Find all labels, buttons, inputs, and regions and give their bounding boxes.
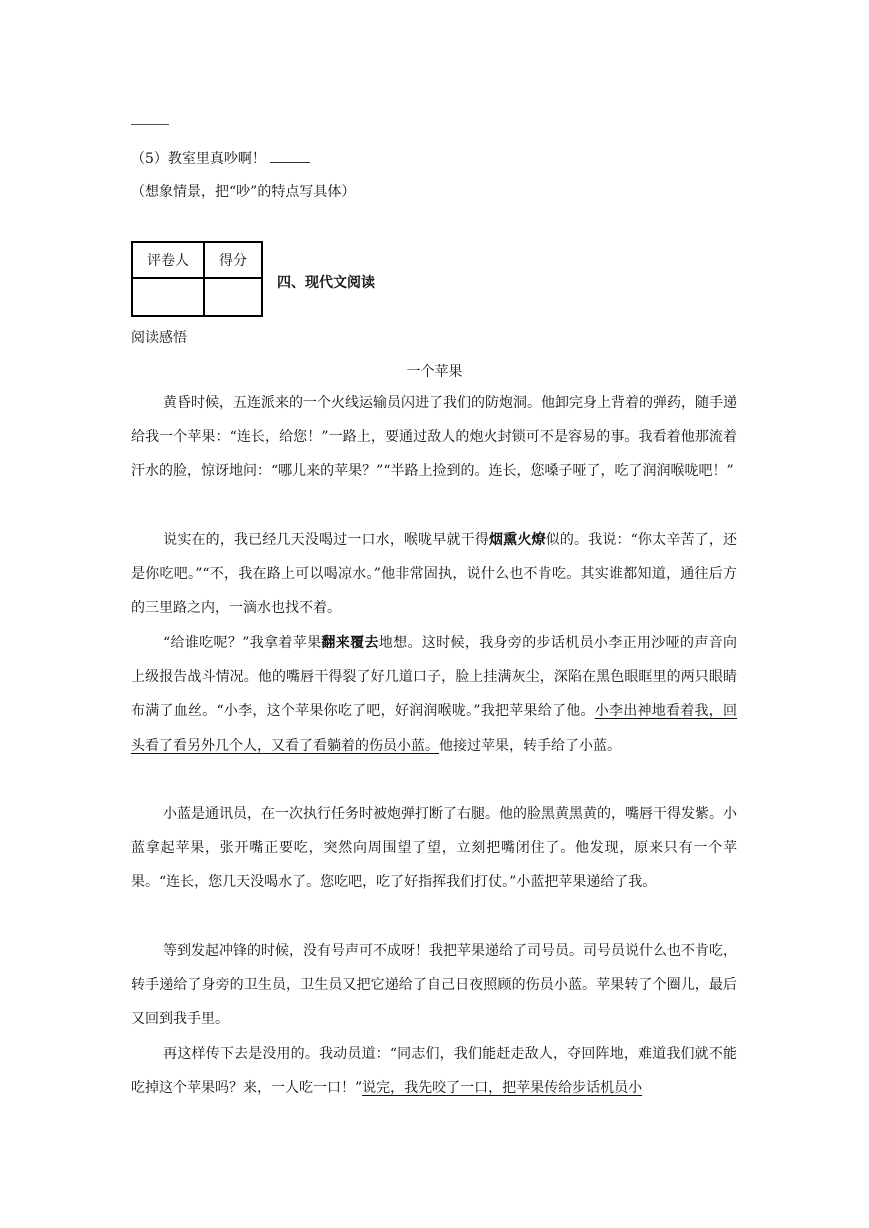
question-5-hint: （想象情景，把“吵”的特点写具体）: [131, 184, 356, 200]
paragraph-3-text-b: 地想。这时候，我身旁的步话机员小李正用沙哑的声音向上级报告战斗情况。他的嘴唇干得裂了好几道口子，脸上挂满灰尘，深陷在黑色眼眶里的两只眼睛布满了血丝。“小李，这个苹果你吃了吧，好润润喉咙。”我把苹果给了他。: [131, 635, 737, 720]
paragraph-3-text-c: 他接过苹果，转手给了小蓝。: [439, 737, 621, 754]
paragraph-6: [131, 1037, 737, 1105]
paragraph-1: [131, 386, 737, 489]
story-title: 一个苹果: [406, 364, 463, 380]
paragraph-3: [131, 626, 737, 763]
paragraph-4: [131, 797, 737, 900]
paragraph-2-text-a: 说实在的，我已经几天没喝过一口水，喉咙早就干得: [163, 532, 489, 548]
paragraph-5-text: 等到发起冲锋的时候，没有号声可不成呀！我把苹果递给了司号员。司号员说什么也不肯吃，转手递给了身旁的卫生员，卫生员又把它递给了自己日夜照顾的伤员小蓝。苹果转了个圈儿，最后又回到我手里。: [131, 943, 737, 1028]
score-header: 得分: [204, 242, 262, 278]
paragraph-5: [131, 934, 737, 1037]
question-5: [131, 148, 310, 168]
paragraph-2: [131, 523, 737, 626]
grader-header: 评卷人: [132, 242, 204, 278]
paragraph-4-text: 小蓝是通讯员，在一次执行任务时被炮弹打断了右腿。他的脸黑黄黑黄的，嘴唇干得发紫。小蓝拿起苹果，张开嘴正要吃，突然向周围望了望，立刻把嘴闭住了。他发现，原来只有一个苹果。“连长，您几天没喝水了。您吃吧，吃了好指挥我们打仗。”小蓝把苹果递给了我。: [131, 806, 737, 891]
section-title: 四、现代文阅读: [277, 275, 375, 291]
question-5-label: （5）教室里真吵啊！: [131, 151, 266, 167]
bold-phrase: 烟熏火燎: [489, 532, 546, 548]
paragraph-2-text-b: 似的。我说：“你太辛苦了，还是你吃吧。”“不，我在路上可以喝凉水。”他非常固执，说什么也不肯吃。其实谁都知道，通往后方的三里路之内，一滴水也找不着。: [131, 532, 737, 617]
score-table: [131, 241, 263, 317]
paragraph-6-text-a: 再这样传下去是没用的。我动员道：“同志们，我们能赶走敌人，夺回阵地，难道我们就不能吃掉这个苹果吗？来，一人吃一口！”: [131, 1046, 737, 1097]
answer-blank[interactable]: [270, 148, 310, 163]
section-subtitle: 阅读感悟: [131, 330, 187, 346]
score-cell[interactable]: [204, 278, 262, 316]
bold-phrase: 翻来覆去: [321, 635, 379, 651]
underlined-sentence: 小李出神地看着我，回头看了看另外几个人，又看了看躺着的伤员小蓝。: [131, 703, 738, 754]
answer-blank-line: [131, 124, 169, 125]
paragraph-3-text-a: “给谁吃呢？”我拿着苹果: [163, 635, 322, 651]
underlined-sentence: 说完，我先咬了一口，把苹果传给步话机员小: [362, 1080, 643, 1097]
grader-cell[interactable]: [132, 278, 204, 316]
paragraph-1-text: 黄昏时候，五连派来的一个火线运输员闪进了我们的防炮洞。他卸完身上背着的弹药，随手递给我一个苹果：“连长，给您！”一路上，要通过敌人的炮火封锁可不是容易的事。我看着他那流着汗水的脸，惊讶地问：“哪儿来的苹果？”“半路上捡到的。连长，您嗓子哑了，吃了润润喉咙吧！”: [131, 395, 737, 480]
